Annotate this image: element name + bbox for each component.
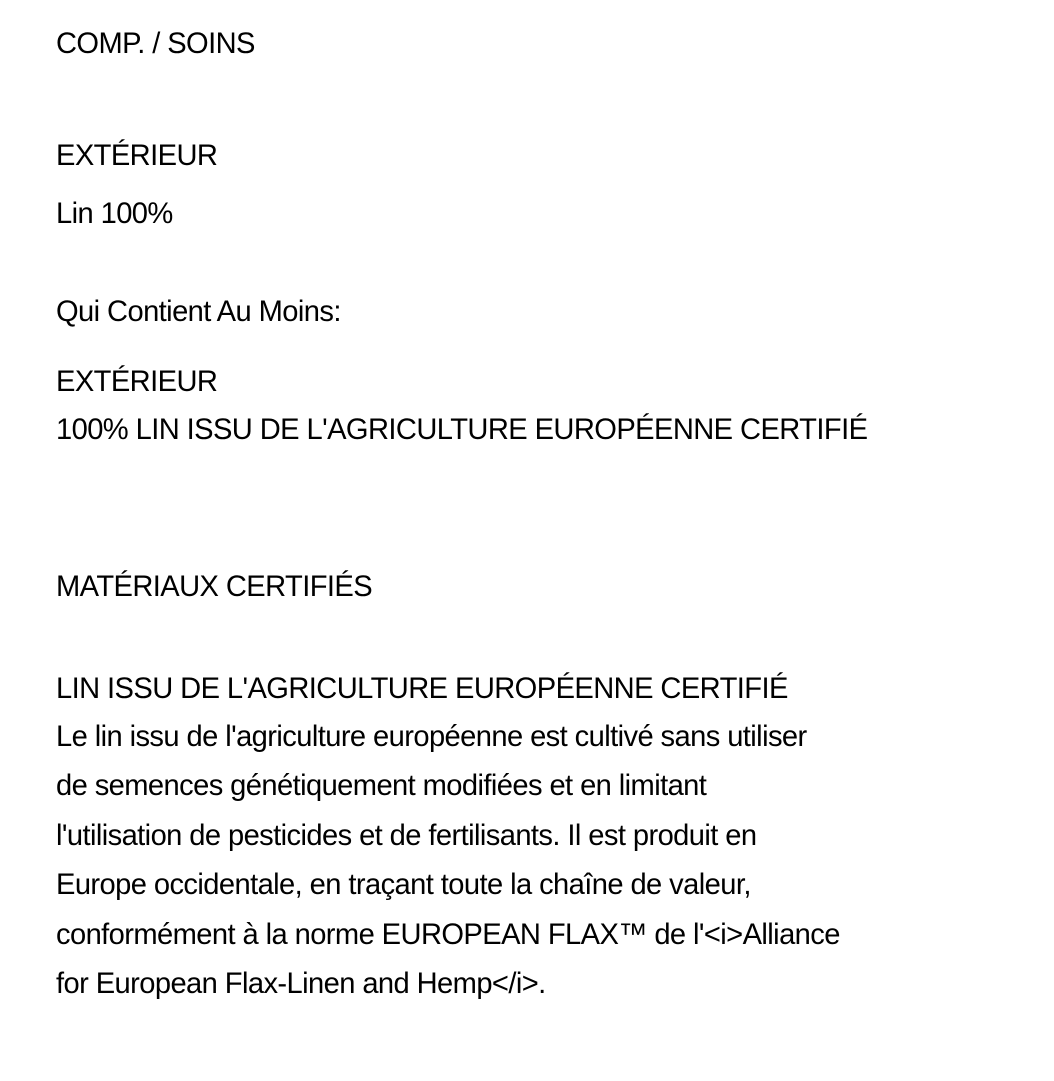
composition-value: Lin 100% bbox=[56, 197, 173, 230]
certified-material-title: LIN ISSU DE L'AGRICULTURE EUROPÉENNE CERTIFIÉ bbox=[56, 672, 788, 705]
section-title: COMP. / SOINS bbox=[56, 27, 255, 60]
minimum-content-value: 100% LIN ISSU DE L'AGRICULTURE EUROPÉENNE CERTIFIÉ bbox=[56, 413, 868, 446]
description-line: for European Flax-Linen and Hemp</i>. bbox=[56, 967, 546, 1000]
composition-part-label: EXTÉRIEUR bbox=[56, 139, 218, 172]
description-line: Europe occidentale, en traçant toute la chaîne de valeur, bbox=[56, 868, 751, 901]
minimum-content-heading: Qui Contient Au Moins: bbox=[56, 295, 341, 328]
description-line: Le lin issu de l'agriculture européenne est cultivé sans utiliser bbox=[56, 720, 807, 753]
certified-materials-heading: MATÉRIAUX CERTIFIÉS bbox=[56, 570, 373, 603]
description-line: l'utilisation de pesticides et de fertilisants. Il est produit en bbox=[56, 819, 757, 852]
description-line: conformément à la norme EUROPEAN FLAX™ de l'<i>Alliance bbox=[56, 918, 840, 951]
minimum-content-part-label: EXTÉRIEUR bbox=[56, 365, 218, 398]
description-line: de semences génétiquement modifiées et en limitant bbox=[56, 769, 707, 802]
